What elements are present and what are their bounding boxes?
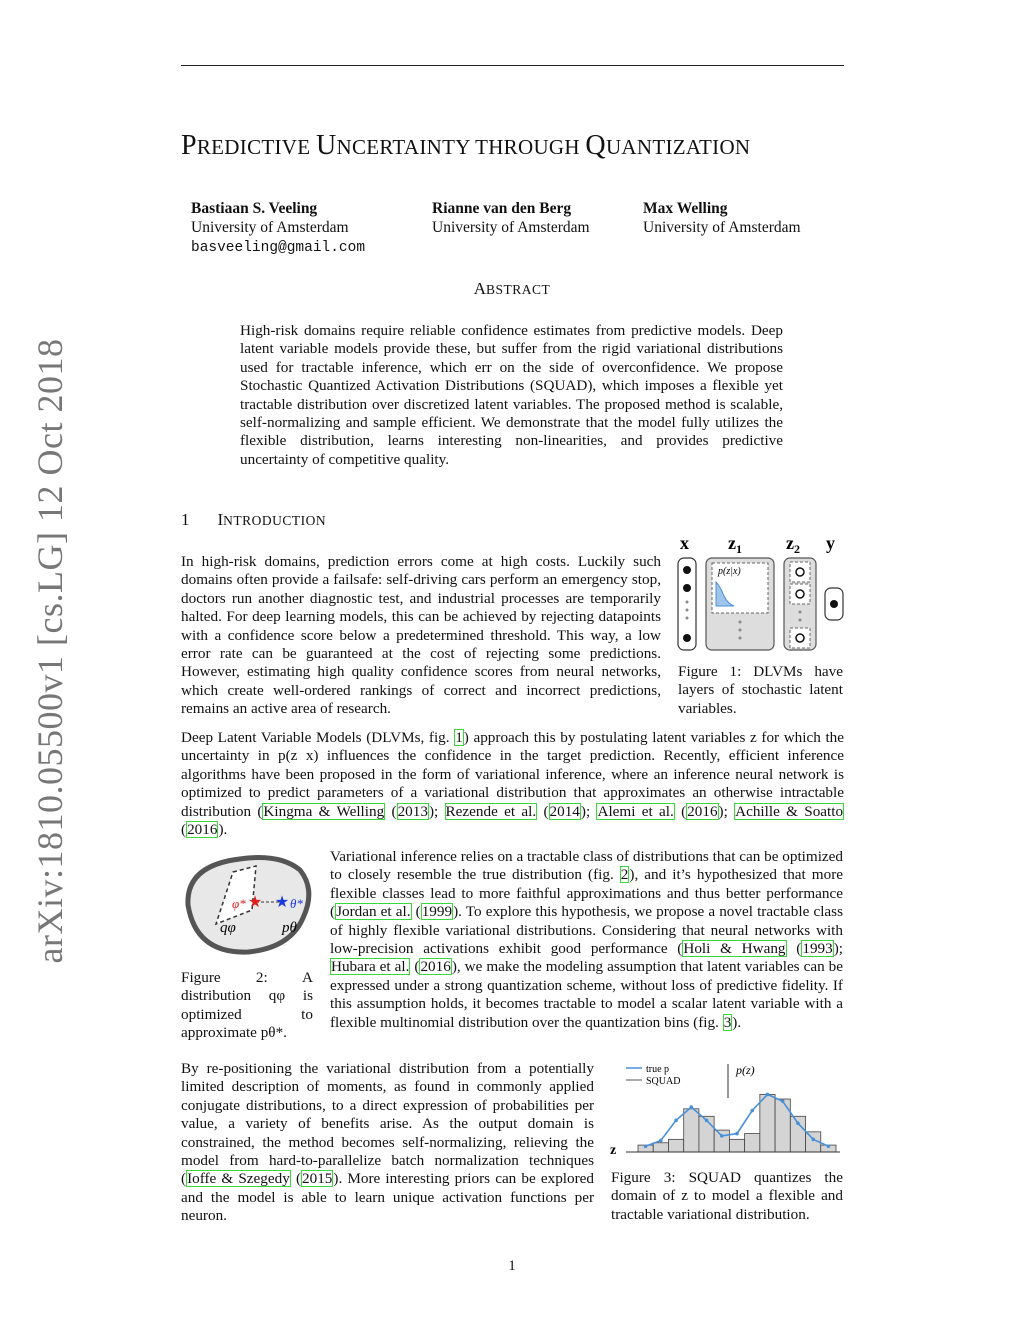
true-p-point: [644, 1144, 648, 1148]
abstract-heading: ABSTRACT: [473, 279, 551, 298]
author-email[interactable]: basveeling@gmail.com: [191, 240, 366, 256]
label-theta-star: θ*: [290, 896, 303, 911]
figure-3-caption: Figure 3: SQUAD quantizes the domain of z to model a flexible and tractable variational distribution.: [611, 1169, 843, 1223]
inner-label: p(z|x): [718, 566, 741, 577]
squad-bar: [775, 1099, 790, 1152]
squad-bar: [684, 1109, 699, 1152]
figure-1-caption: Figure 1: DLVMs have layers of stochastic latent variables.: [678, 663, 843, 717]
citation-link[interactable]: Achille & Soatto: [735, 802, 844, 820]
true-p-point: [720, 1134, 724, 1138]
true-p-point: [674, 1119, 678, 1123]
citation-link[interactable]: Rezende et al.: [445, 802, 537, 820]
citation-link[interactable]: Holi & Hwang: [683, 940, 786, 958]
label-p-theta: pθ: [282, 920, 297, 936]
arxiv-identifier: arXiv:1810.05500v1 [cs.LG] 12 Oct 2018: [30, 338, 70, 964]
label-phi-star: φ*: [232, 896, 246, 911]
input-node: [683, 634, 691, 642]
citation-year-link[interactable]: 2013: [397, 802, 428, 820]
citation-year-link[interactable]: 2015: [302, 1170, 333, 1188]
figure-2-caption: Figure 2: A distribution qφ is optimized to approximate pθ*.: [181, 969, 313, 1042]
svg-text:★: ★: [247, 894, 263, 911]
input-node: [683, 584, 691, 592]
author-1: [191, 199, 365, 258]
legend-squad: SQUAD: [646, 1076, 681, 1087]
citation-year-link[interactable]: 1993: [802, 940, 833, 958]
squad-bar: [729, 1139, 744, 1152]
squad-bar: [714, 1130, 729, 1152]
figure-2-diagram: [178, 850, 318, 960]
true-p-point: [690, 1105, 694, 1109]
squad-bar: [760, 1094, 775, 1152]
author-name: Bastiaan S. Veeling: [191, 200, 318, 217]
squad-bar: [745, 1134, 760, 1152]
true-p-point: [735, 1132, 739, 1136]
squad-bar: [653, 1143, 668, 1152]
citation-year-link[interactable]: 1999: [421, 903, 453, 921]
citation-year-link[interactable]: 2016: [687, 802, 718, 820]
author-name: Rianne van den Berg: [432, 200, 572, 217]
true-p-point: [705, 1119, 709, 1123]
abstract-body: High-risk domains require reliable confidence estimates from predictive models. Deep latent variable models provide these, but suffer from the rigid variational distributions used for tractable inference, which err on the side of overconfidence. We propose Stochastic Quantized Activation Distributions (SQUAD), which imposes a flexible yet tractable distribution over discretized latent variables. The proposed method is scalable, self-normalizing and sample efficient. We demonstrate that the model fully utilizes the flexible distribution, learns interesting non-linearities, and provides predictive uncertainty of competitive quality.: [240, 322, 783, 468]
author-affiliation: University of Amsterdam: [432, 219, 590, 236]
label-z2: $z_2$: [786, 533, 800, 556]
citation-link[interactable]: Ioffe & Szegedy: [187, 1170, 290, 1188]
citation-link[interactable]: Jordan et al.: [336, 903, 411, 921]
citation-link[interactable]: Alemi et al.: [597, 802, 674, 820]
label-y: y: [826, 533, 835, 553]
true-p-point: [827, 1144, 831, 1148]
citation-year-link[interactable]: 2016: [420, 958, 451, 976]
author-name: Max Welling: [643, 200, 728, 217]
fig-ref-3[interactable]: 3: [723, 1013, 732, 1031]
section-heading: 1 INTRODUCTION: [181, 510, 327, 529]
true-p-point: [811, 1138, 815, 1142]
author-2: [432, 199, 590, 237]
x-axis-label: z: [610, 1143, 617, 1158]
citation-link[interactable]: Hubara et al.: [331, 958, 410, 976]
output-node: [830, 600, 838, 608]
intro-paragraph-3: Variational inference relies on a tractable class of distributions that can be optimized to closely resemble the true distribution (fig. 2), and it’s hypothesized that more flexible classes lead to more faithful approximations and thus better performance (Jordan et al. (1999). To explore this hypothesis, we propose a novel tractable class of highly flexible variational distributions. Considering that neural networks with low-precision activations exhibit good performance (Holi & Hwang (1993); Hubara et al. (2016), we make the modeling assumption that latent variables can be expressed under a strong quantization scheme, without loss of predictive fidelity. If this assumption holds, it becomes tractable to model a scalar latent variable with a flexible multinomial distribution over the quantization bins (fig. 3).: [330, 848, 844, 1031]
fig-ref-2[interactable]: 2: [620, 866, 629, 884]
citation-year-link[interactable]: 2016: [187, 821, 218, 839]
page-number: 1: [508, 1258, 516, 1274]
author-affiliation: University of Amsterdam: [643, 219, 801, 236]
section-number: 1: [181, 510, 190, 529]
label-x: x: [680, 533, 689, 553]
true-p-point: [796, 1121, 800, 1125]
true-p-point: [766, 1093, 770, 1097]
figure-1-diagram: [668, 530, 848, 660]
fig-ref-1[interactable]: 1: [455, 729, 463, 746]
svg-text:★: ★: [274, 894, 290, 911]
paper-title: PREDICTIVE UNCERTAINTY THROUGH QUANTIZATION: [181, 130, 751, 161]
top-rule: [181, 65, 844, 66]
squad-bar: [668, 1139, 683, 1152]
label-z1: $z_1$: [728, 533, 742, 556]
intro-paragraph-4: By re-positioning the variational distribution from a potentially limited description of moments, as found in commonly applied conjugate distributions, to a direct expression of probabilities per value, a variety of benefits arise. As the output domain is constrained, the method becomes self-normalizing, relieving the model from hard-to-parallelize batch normalization techniques (Ioffe & Szegedy (2015). More interesting priors can be explored and the model is able to learn unique activation functions per neuron.: [181, 1060, 594, 1225]
true-p-point: [750, 1109, 754, 1113]
true-p-point: [781, 1100, 785, 1104]
intro-paragraph-2: Deep Latent Variable Models (DLVMs, fig. 1) approach this by postulating latent variables z for which the uncertainty in p(z x) influences the confidence in the target prediction. Recently, efficient inference algorithms have been proposed in the form of variational inference, where an inference neural network is optimized to predict parameters of a variational distribution that approximates an otherwise intractable distribution (Kingma & Welling (2013); Rezende et al. (2014); Alemi et al. (2016); Achille & Soatto (2016).: [181, 729, 845, 839]
label-q-phi: qφ: [220, 920, 236, 936]
citation-year-link[interactable]: 2014: [549, 802, 580, 820]
figure-3-chart: [608, 1060, 844, 1160]
chart-title: p(z): [736, 1063, 755, 1077]
citation-link[interactable]: Kingma & Welling: [263, 802, 385, 820]
legend-true-p: true p: [646, 1064, 670, 1075]
input-node: [683, 566, 691, 574]
author-3: [643, 199, 801, 237]
author-affiliation: University of Amsterdam: [191, 219, 349, 236]
true-p-point: [659, 1139, 663, 1143]
intro-paragraph-1: In high-risk domains, prediction errors come at high costs. Luckily such domains often provide a failsafe: self-driving cars perform an emergency stop, doctors run another diagnostic test, and industrial processes are temporarily halted. For deep learning models, this can be achieved by rejecting datapoints with a confidence score below a predetermined threshold. This way, a low error rate can be guaranteed at the cost of rejecting some predictions. However, estimating high quality confidence scores from neural networks, which create well-ordered rankings of correct and incorrect predictions, remains an active area of research.: [181, 553, 661, 718]
